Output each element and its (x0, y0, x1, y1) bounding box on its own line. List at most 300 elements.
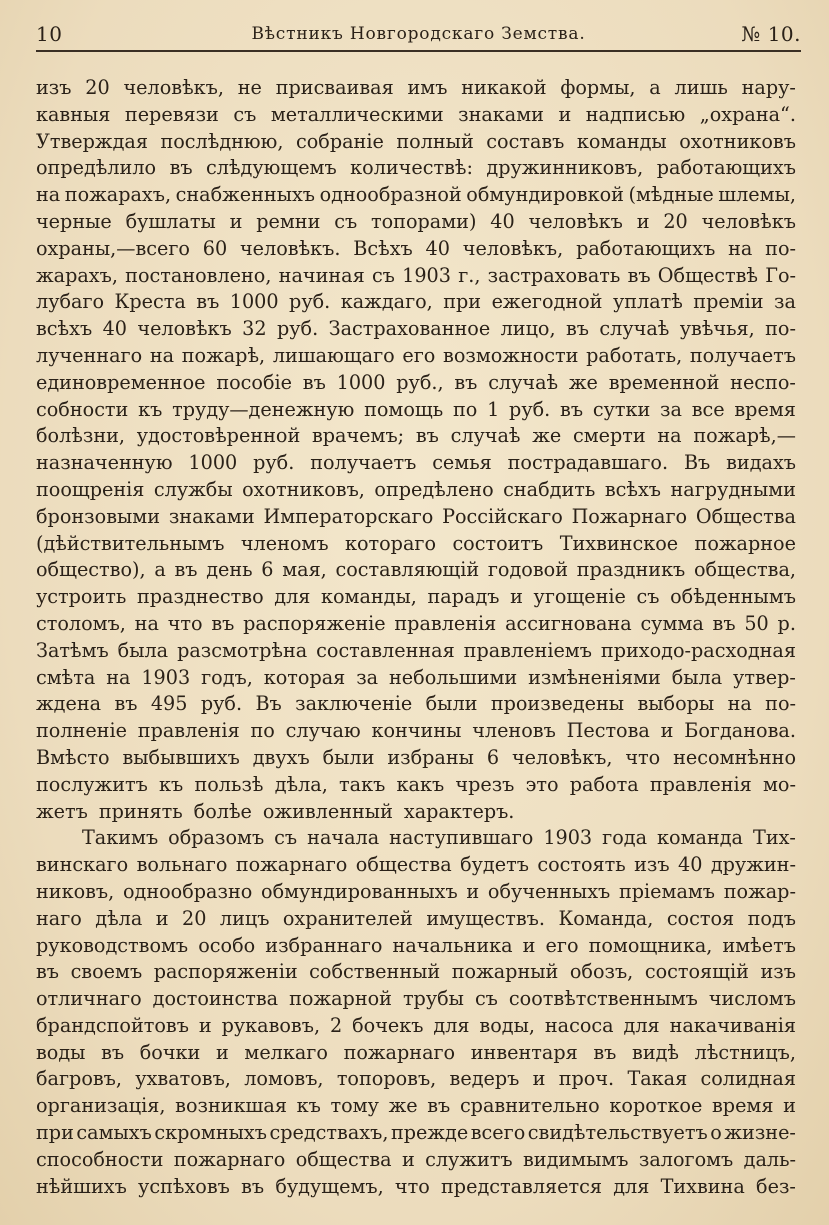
word: всѣхъ (36, 317, 93, 341)
word: 40 (102, 317, 127, 341)
word: мая, (282, 558, 327, 582)
word: на (657, 424, 682, 448)
word: отличнаго (36, 987, 142, 1011)
word: г., (458, 263, 481, 287)
word: по- (765, 317, 796, 341)
word: и (558, 102, 572, 126)
word: охотниковъ (679, 129, 796, 153)
word: трубы (402, 987, 464, 1011)
word: съ (371, 263, 395, 287)
word: солидная (700, 1067, 796, 1091)
text-line (36, 745, 796, 772)
word: ремни (256, 209, 321, 233)
word: даль- (743, 1147, 796, 1171)
text-line (36, 1093, 796, 1120)
word: бочки (139, 1040, 201, 1064)
word: неспо- (730, 370, 796, 394)
word: 1903 (402, 263, 451, 287)
word: съ (334, 209, 358, 233)
word: Вмѣсто (36, 745, 110, 769)
word: бушлаты (125, 209, 216, 233)
word: состоять (537, 853, 626, 877)
word: пріемамъ (618, 879, 716, 903)
word: врачемъ; (311, 424, 405, 448)
text-line (36, 825, 796, 852)
word: ломовъ, (244, 1067, 324, 1091)
word: послужитъ (36, 772, 148, 796)
text-line (36, 209, 796, 236)
text-line (36, 289, 796, 316)
word: обѣденнымъ (670, 585, 796, 609)
word: правленія (649, 772, 752, 796)
word: металлическими (270, 102, 444, 126)
page-header (36, 14, 801, 52)
word: подъ (747, 906, 796, 930)
word: „охрана“. (699, 102, 796, 126)
text-line (36, 557, 796, 584)
word: обозъ, (569, 960, 634, 984)
word: наступившаго (389, 826, 534, 850)
text-line (36, 584, 796, 611)
word: перевязи (124, 102, 219, 126)
text-line (36, 665, 796, 692)
word: получаетъ (310, 451, 417, 475)
word: образомъ (168, 826, 265, 850)
word: дѣла, (274, 772, 328, 796)
word: и (522, 933, 536, 957)
text-line (36, 75, 796, 102)
text-line (36, 397, 796, 424)
word: въ (565, 317, 589, 341)
word: изъ (760, 960, 796, 984)
word: же (568, 370, 598, 394)
word: по (250, 719, 275, 743)
word: бочекъ (352, 1013, 424, 1037)
word: состоя (666, 906, 735, 930)
word: Пожарнаго (571, 504, 688, 528)
word: составленная (316, 638, 455, 662)
word: команды (576, 129, 667, 153)
word: вольнаго (136, 853, 228, 877)
word: самыхъ (76, 1121, 152, 1145)
word: изъ (36, 76, 72, 99)
word: возможности (443, 343, 579, 367)
journal-title: Вѣстникъ Новгородскаго Земства. (251, 24, 586, 44)
text-line (36, 343, 796, 370)
word: 20 (182, 906, 207, 930)
word: человѣкъ, (123, 76, 224, 99)
word: снабдить (503, 477, 596, 501)
word: без- (756, 1174, 796, 1198)
word: состоитъ (452, 531, 544, 555)
word: семья (432, 451, 492, 475)
word: однообразной (319, 183, 462, 207)
word: Императорскаго (263, 504, 434, 528)
word: знаками (168, 504, 255, 528)
word: лубаго (36, 290, 105, 314)
word: поощренія (36, 477, 145, 501)
word: служитъ (425, 1147, 513, 1171)
word: по- (765, 236, 796, 260)
word: пожарное (694, 531, 796, 555)
word: уплатѣ (612, 290, 683, 314)
word: мо- (762, 772, 796, 796)
word: за (356, 665, 379, 689)
text-line (36, 450, 796, 477)
word: Команда, (558, 906, 654, 930)
word: топорами) (371, 209, 477, 233)
word: на (134, 611, 159, 635)
word: 6 (486, 745, 500, 769)
word: и (636, 209, 650, 233)
word: въ (196, 290, 220, 314)
word: Такимъ (82, 826, 159, 850)
word: достоинства (152, 987, 279, 1011)
word: Пестова (566, 719, 650, 743)
word: прежде (390, 1121, 469, 1145)
word: распоряженіе (243, 611, 386, 635)
word: лишающаго (272, 343, 395, 367)
text-line (36, 504, 796, 531)
word: и (215, 1040, 229, 1064)
word: формы, (560, 76, 636, 99)
word: дружин- (710, 853, 796, 877)
word: утвер- (733, 665, 796, 689)
word: обученныхъ (487, 879, 611, 903)
word: общества (295, 1147, 392, 1171)
word: видѣ (632, 1040, 679, 1064)
word: Застрахованное (328, 317, 491, 341)
word: къ (159, 772, 184, 796)
word: полненіе (36, 719, 127, 743)
word: пожарнаго (173, 1147, 286, 1171)
word: и (198, 1013, 212, 1037)
word: которая (263, 665, 346, 689)
word: несомнѣнно (673, 745, 796, 769)
word: 20 (663, 209, 688, 233)
word: нару- (741, 76, 796, 99)
issue-number: № 10. (741, 22, 801, 46)
word: числомъ (708, 987, 796, 1011)
word: преміи (693, 290, 764, 314)
word: сумма (640, 611, 704, 635)
word: при (36, 1121, 74, 1145)
word: случаѣ (599, 317, 670, 341)
word: выбывшихъ (122, 745, 240, 769)
word: были (425, 692, 478, 716)
word: сутки (592, 397, 651, 421)
text-line (36, 718, 796, 745)
text-line (36, 772, 796, 799)
word: въ (36, 960, 60, 984)
word: что (394, 1174, 430, 1198)
text-line (36, 1013, 796, 1040)
text-line (36, 155, 796, 182)
word: руб. (253, 451, 295, 475)
body-text (36, 75, 796, 1200)
word: столомъ, (36, 611, 126, 635)
word: ухватовъ, (135, 1067, 231, 1091)
word: временной (608, 370, 720, 394)
text-line (36, 1040, 796, 1067)
word: годъ, (201, 665, 253, 689)
word: время (734, 397, 796, 421)
word: членомъ (240, 531, 329, 555)
word: количествѣ: (350, 156, 473, 180)
word: 1000 (336, 370, 386, 394)
word: 1903 (141, 665, 191, 689)
text-line (36, 316, 796, 343)
text-line (36, 263, 796, 290)
text-line (36, 1120, 796, 1147)
text-line (36, 799, 796, 826)
word: имѣетъ (722, 933, 796, 957)
word: свидѣтельствуетъ (527, 1121, 708, 1145)
word: измѣненіями (528, 665, 661, 689)
word: его (545, 933, 579, 957)
word: общества, (693, 558, 796, 582)
word: представляется (441, 1174, 602, 1198)
word: составляющій (335, 558, 480, 582)
word: собности (36, 397, 129, 421)
text-line (36, 852, 796, 879)
word: 40 (678, 853, 703, 877)
word: обмундировкой (466, 183, 624, 207)
word: имуществъ. (426, 906, 545, 930)
word: Всѣхъ (353, 236, 413, 260)
word: болѣе (193, 799, 252, 823)
word: работающихъ (656, 156, 796, 180)
word: для (433, 1013, 470, 1037)
word: начала (307, 826, 380, 850)
word: правленіемъ (463, 638, 592, 662)
word: жарахъ, (36, 263, 118, 287)
word: человѣкъ, (462, 236, 564, 260)
word: пожарной (289, 987, 392, 1011)
word: произведены (490, 692, 625, 716)
word: короткое (609, 1094, 703, 1118)
word: однообразно (122, 879, 253, 903)
word: успѣховъ (138, 1174, 230, 1198)
word: снабженныхъ (175, 183, 316, 207)
word: видахъ (726, 451, 796, 475)
word: случаѣ (488, 370, 559, 394)
word: въ (114, 692, 138, 716)
word: и (401, 1147, 415, 1171)
word: въ (560, 397, 584, 421)
word: избраны (387, 745, 474, 769)
word: особо (198, 933, 256, 957)
word: шлемы, (718, 183, 796, 207)
text-line (36, 531, 796, 558)
word: лицъ (219, 906, 270, 930)
word: къ (296, 1094, 321, 1118)
word: на (728, 236, 753, 260)
word: собраніе (295, 129, 384, 153)
word: пожарнаго (235, 853, 348, 877)
text-line (36, 959, 796, 986)
word: ведеръ (449, 1067, 520, 1091)
word: команда (657, 826, 743, 850)
word: черные (36, 209, 112, 233)
word: распоряженіи (153, 960, 298, 984)
word: Россійскаго (442, 504, 563, 528)
word: же (388, 1094, 418, 1118)
word: получаетъ (689, 343, 796, 367)
word: устроить (36, 585, 127, 609)
word: въ (415, 424, 439, 448)
page-number: 10 (36, 22, 63, 46)
word: такъ (339, 772, 386, 796)
word: кавныя (36, 102, 111, 126)
word: тому (330, 1094, 379, 1118)
word: каждаго, (340, 290, 433, 314)
word: пожарѣ,— (693, 424, 796, 448)
word: возникшая (175, 1094, 287, 1118)
word: пострадавшаго. (507, 451, 669, 475)
text-line (36, 1174, 796, 1201)
word: руководствомъ (36, 933, 189, 957)
word: 1 (487, 397, 500, 421)
word: все (691, 397, 725, 421)
word: случаю (285, 719, 361, 743)
word: всего (470, 1121, 526, 1145)
word: членовъ (472, 719, 556, 743)
word: (дѣйствительнымъ (36, 531, 225, 555)
word: человѣкъ (701, 209, 796, 233)
word: Го- (765, 263, 796, 287)
word: присваивая (275, 76, 394, 99)
word: общество), (36, 558, 146, 582)
word: охранителей (282, 906, 413, 930)
word: наго (36, 906, 82, 930)
word: Тихвина (660, 1174, 745, 1198)
word: что (167, 611, 203, 635)
word: Такая (627, 1067, 688, 1091)
word: труду—денежную (172, 397, 355, 421)
word: работа (569, 772, 639, 796)
word: единовременное (36, 370, 206, 394)
word: въ (241, 1174, 265, 1198)
word: топоровъ, (336, 1067, 437, 1091)
text-line (36, 933, 796, 960)
word: нагрудными (670, 477, 796, 501)
word: на (36, 183, 61, 207)
word: пользѣ (194, 772, 264, 796)
word: никовъ, (36, 879, 115, 903)
word: его (402, 343, 436, 367)
word: составъ (486, 129, 565, 153)
word: Общества (695, 504, 796, 528)
word: въ (174, 558, 198, 582)
word: дружинниковъ, (486, 156, 644, 180)
paragraph (36, 75, 796, 825)
word: послѣднюю, (160, 129, 284, 153)
word: 40 (425, 236, 450, 260)
word: правленія (137, 719, 240, 743)
word: воды (36, 1040, 86, 1064)
word: Обществѣ (657, 263, 759, 287)
word: брандспойтовъ (36, 1013, 189, 1037)
word: лишь (674, 76, 728, 99)
word: же (532, 424, 562, 448)
word: въ (712, 611, 736, 635)
word: и (510, 585, 523, 609)
text-line (36, 1066, 796, 1093)
word: багровъ, (36, 1067, 122, 1091)
word: состоящій (644, 960, 749, 984)
word: знаками (458, 102, 544, 126)
word: приходо-расходная (600, 638, 796, 662)
word: случаѣ (450, 424, 521, 448)
word: помощь (364, 397, 444, 421)
word: Утверждая (36, 129, 148, 153)
word: собственный (309, 960, 441, 984)
text-line (36, 691, 796, 718)
word: для (623, 1013, 660, 1037)
word: въ (454, 370, 478, 394)
word: лицо, (500, 317, 556, 341)
word: своемъ (70, 960, 143, 984)
word: и (783, 1094, 796, 1118)
word: помощника, (588, 933, 713, 957)
word: способности (36, 1147, 164, 1171)
word: болѣзни, (36, 424, 126, 448)
text-line (36, 129, 796, 156)
word: празднество (136, 585, 264, 609)
word: парадъ (427, 585, 500, 609)
word: руб. (509, 397, 551, 421)
word: годовой (487, 558, 568, 582)
word: скромныхъ (154, 1121, 267, 1145)
word: съ (474, 987, 498, 1011)
word: всѣхъ (604, 477, 661, 501)
word: инвентаря (470, 1040, 578, 1064)
word: лѣстницъ, (694, 1040, 796, 1064)
word: въ (169, 156, 193, 180)
word: день (206, 558, 253, 582)
word: котораго (344, 531, 437, 555)
word: съ (636, 585, 660, 609)
word: постановлено, (125, 263, 272, 287)
word: о (710, 1121, 722, 1145)
word: Богданова. (684, 719, 796, 743)
word: на (149, 343, 175, 367)
word: 495 (150, 692, 188, 716)
word: дѣла (95, 906, 143, 930)
word: избраннаго (265, 933, 383, 957)
word: и (229, 209, 243, 233)
word: слѣдующемъ (206, 156, 337, 180)
word: увѣчья, (679, 317, 755, 341)
word: 60 (202, 236, 228, 260)
word: въ (302, 370, 326, 394)
text-line (36, 638, 796, 665)
word: на (106, 665, 131, 689)
word: Въ (255, 692, 282, 716)
word: праздникъ (576, 558, 686, 582)
word: руб. (200, 692, 243, 716)
word: рукавовъ, (221, 1013, 321, 1037)
word: полный (396, 129, 474, 153)
word: время (711, 1094, 774, 1118)
word: къ (138, 397, 163, 421)
word: удостовѣренной (136, 424, 301, 448)
word: разсмотрѣна (177, 638, 308, 662)
word: общества (355, 853, 452, 877)
text-line (36, 986, 796, 1013)
word: выборы (637, 692, 715, 716)
